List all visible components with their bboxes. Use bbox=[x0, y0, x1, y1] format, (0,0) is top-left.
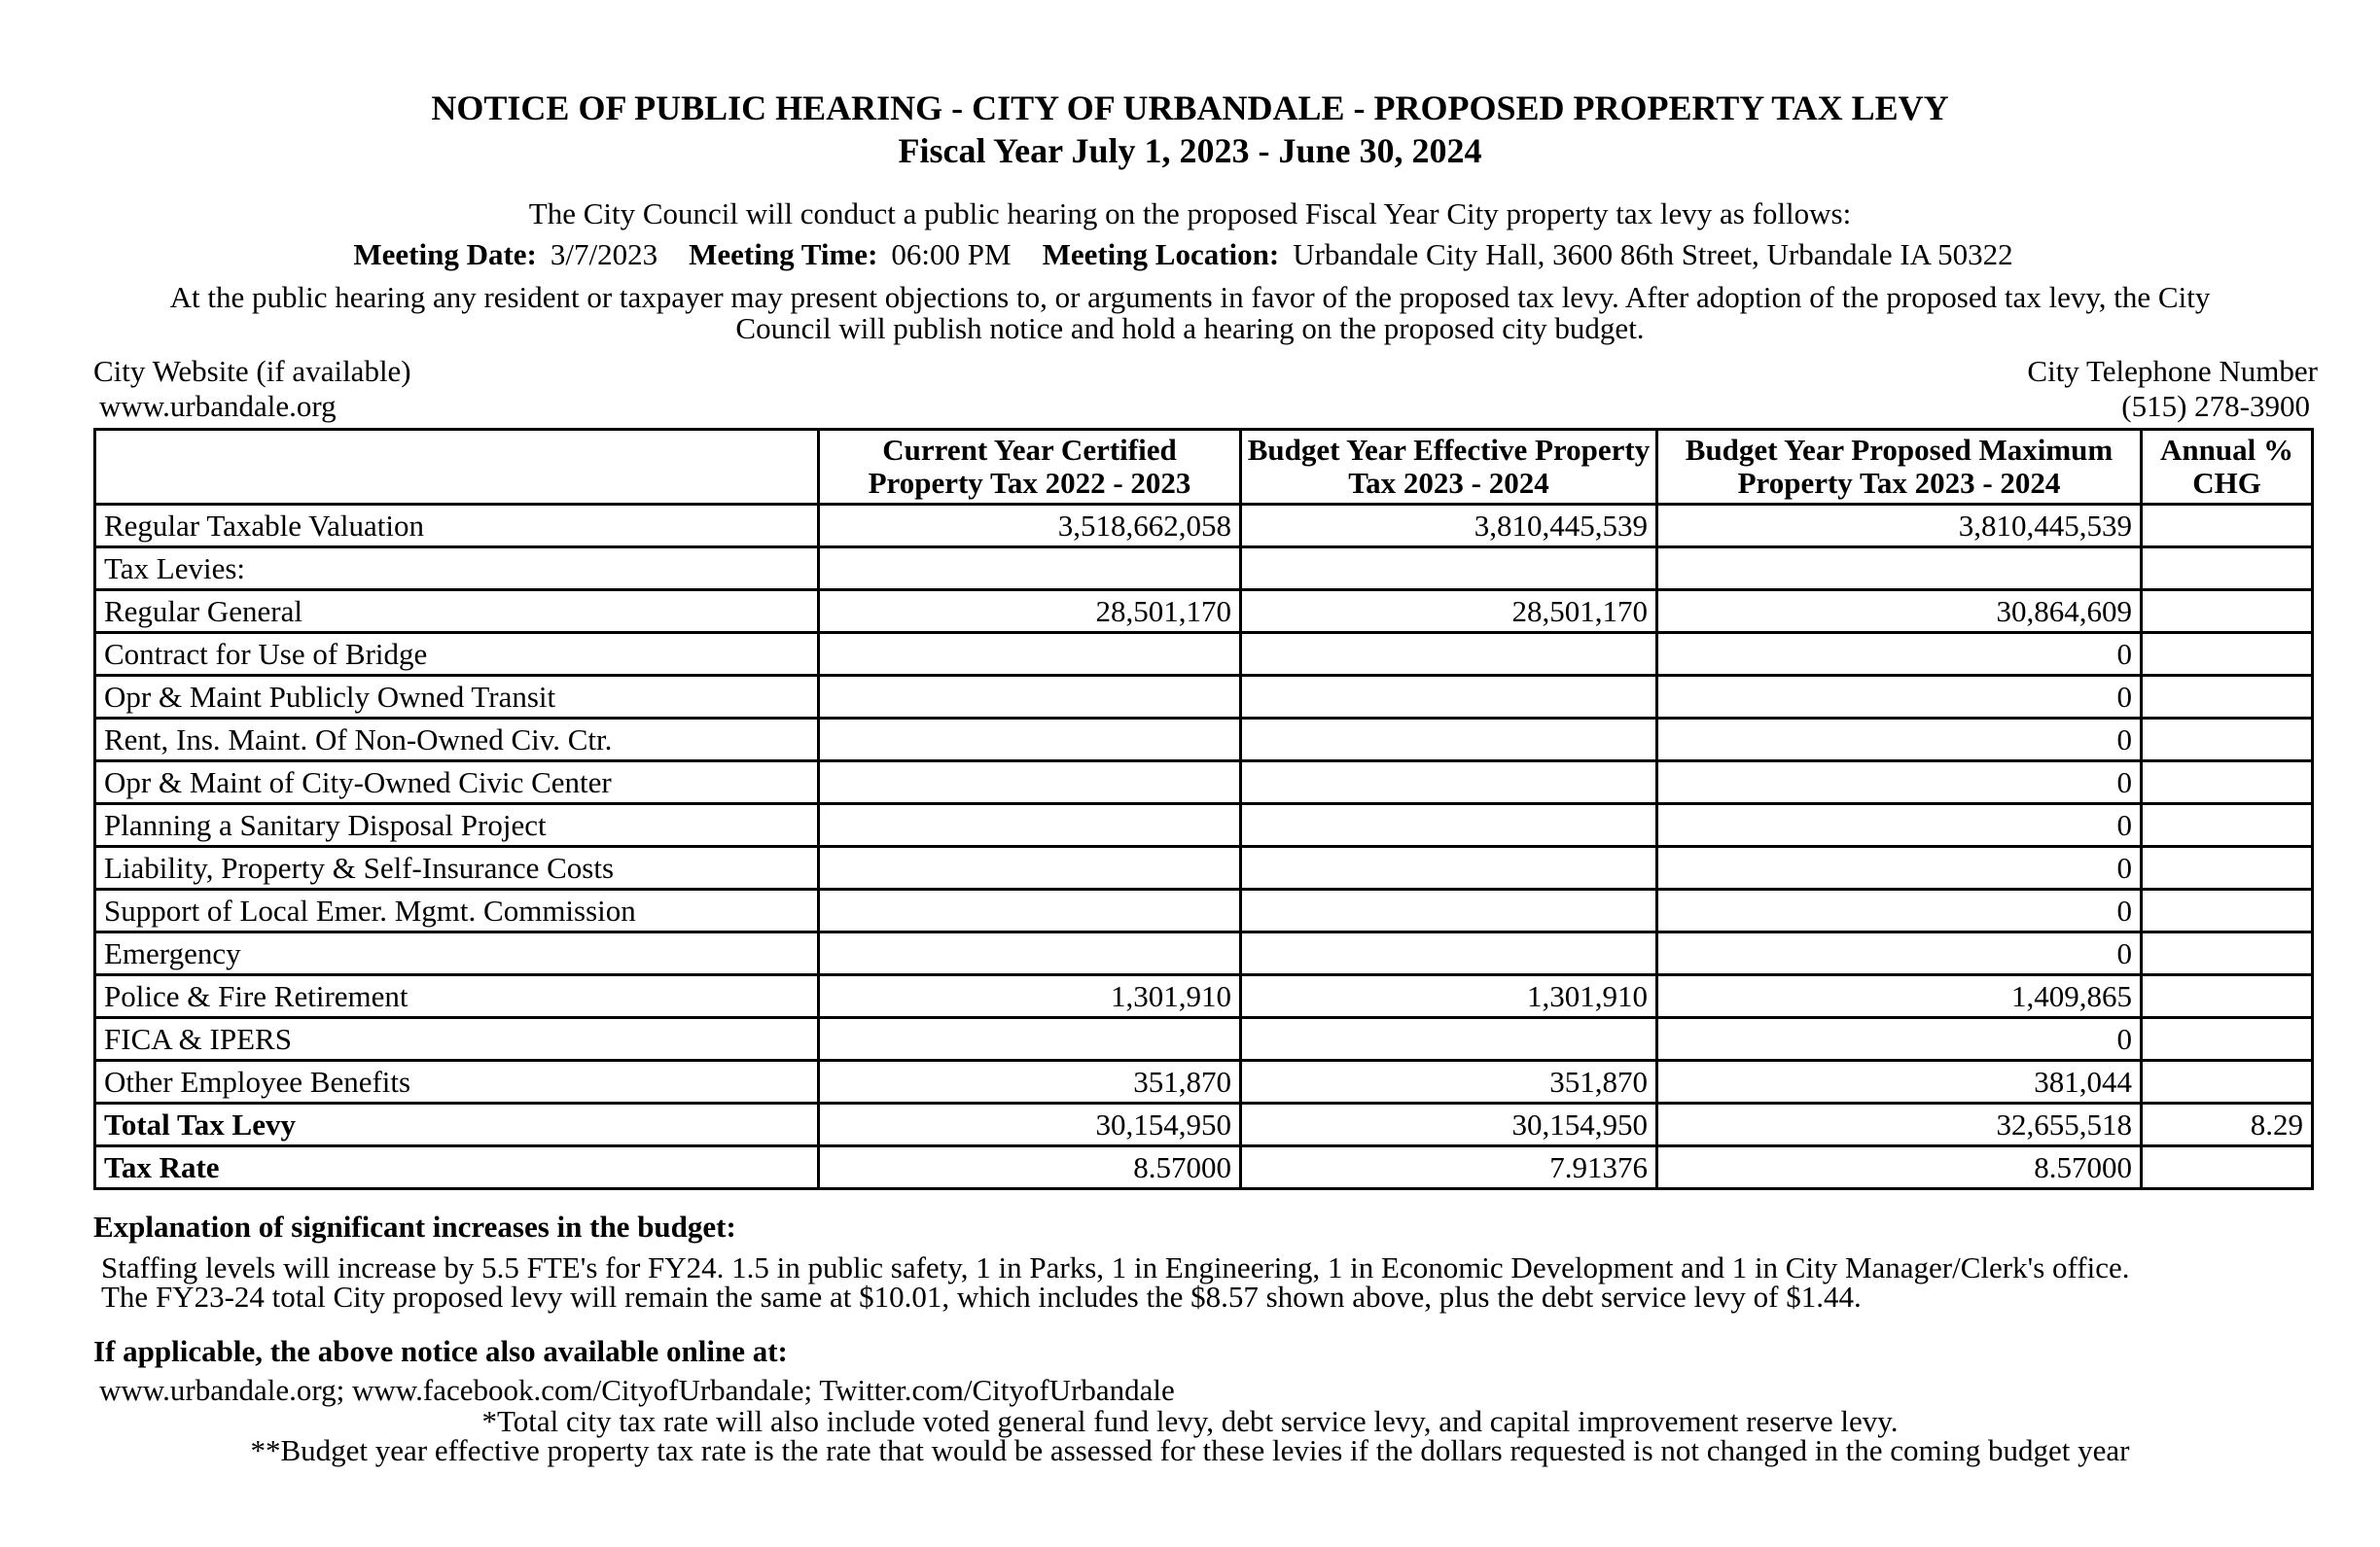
row-budget-proposed: 0 bbox=[1657, 847, 2142, 890]
table-row bbox=[95, 633, 2313, 676]
row-budget-effective bbox=[1241, 847, 1657, 890]
row-label: Liability, Property & Self-Insurance Costs bbox=[95, 847, 819, 890]
row-budget-effective bbox=[1241, 804, 1657, 847]
phone-number: (515) 278-3900 bbox=[2121, 389, 2310, 423]
row-budget-effective: 3,810,445,539 bbox=[1241, 505, 1657, 547]
row-budget-effective bbox=[1241, 1018, 1657, 1061]
row-budget-effective bbox=[1241, 932, 1657, 975]
table-row bbox=[95, 847, 2313, 890]
row-label: Other Employee Benefits bbox=[95, 1061, 819, 1104]
row-budget-effective bbox=[1241, 719, 1657, 761]
row-budget-proposed: 0 bbox=[1657, 1018, 2142, 1061]
row-annual-change bbox=[2142, 590, 2313, 633]
row-label: Emergency bbox=[95, 932, 819, 975]
row-budget-proposed: 3,810,445,539 bbox=[1657, 505, 2142, 547]
table-row bbox=[95, 590, 2313, 633]
row-budget-proposed: 30,864,609 bbox=[1657, 590, 2142, 633]
meeting-details bbox=[0, 237, 2380, 272]
row-budget-proposed: 381,044 bbox=[1657, 1061, 2142, 1104]
table-row bbox=[95, 975, 2313, 1018]
row-budget-proposed: 0 bbox=[1657, 633, 2142, 676]
row-annual-change bbox=[2142, 1146, 2313, 1189]
row-budget-proposed: 8.57000 bbox=[1657, 1146, 2142, 1189]
table-row bbox=[95, 719, 2313, 761]
table-row bbox=[95, 547, 2313, 590]
header-budget-proposed: Budget Year Proposed Maximum Property Tax 2023 - 2024 bbox=[1657, 430, 2142, 505]
row-annual-change bbox=[2142, 676, 2313, 719]
phone-label: City Telephone Number bbox=[2027, 354, 2318, 388]
table-row bbox=[95, 761, 2313, 804]
row-current-year bbox=[819, 847, 1241, 890]
row-label: Tax Rate bbox=[95, 1146, 819, 1189]
table-row bbox=[95, 890, 2313, 932]
meeting-date-label: Meeting Date: bbox=[353, 237, 537, 271]
row-label: Tax Levies: bbox=[95, 547, 819, 590]
row-budget-proposed: 0 bbox=[1657, 890, 2142, 932]
row-annual-change: 8.29 bbox=[2142, 1104, 2313, 1146]
row-current-year bbox=[819, 804, 1241, 847]
row-annual-change bbox=[2142, 804, 2313, 847]
row-annual-change bbox=[2142, 847, 2313, 890]
row-label: Contract for Use of Bridge bbox=[95, 633, 819, 676]
row-annual-change bbox=[2142, 890, 2313, 932]
row-current-year: 30,154,950 bbox=[819, 1104, 1241, 1146]
row-label: Rent, Ins. Maint. Of Non-Owned Civ. Ctr. bbox=[95, 719, 819, 761]
row-budget-effective: 7.91376 bbox=[1241, 1146, 1657, 1189]
row-budget-effective: 1,301,910 bbox=[1241, 975, 1657, 1018]
explanation-heading: Explanation of significant increases in the budget: bbox=[93, 1210, 736, 1244]
meeting-location-label: Meeting Location: bbox=[1042, 237, 1280, 271]
row-current-year bbox=[819, 547, 1241, 590]
row-budget-effective bbox=[1241, 761, 1657, 804]
row-label: Total Tax Levy bbox=[95, 1104, 819, 1146]
row-budget-effective bbox=[1241, 890, 1657, 932]
header-item bbox=[95, 430, 819, 505]
row-current-year bbox=[819, 1018, 1241, 1061]
row-budget-proposed: 0 bbox=[1657, 932, 2142, 975]
row-current-year bbox=[819, 890, 1241, 932]
row-label: FICA & IPERS bbox=[95, 1018, 819, 1061]
row-label: Opr & Maint of City-Owned Civic Center bbox=[95, 761, 819, 804]
online-heading: If applicable, the above notice also available online at: bbox=[93, 1334, 788, 1368]
table-row bbox=[95, 505, 2313, 547]
row-budget-effective: 351,870 bbox=[1241, 1061, 1657, 1104]
row-budget-proposed: 1,409,865 bbox=[1657, 975, 2142, 1018]
row-annual-change bbox=[2142, 505, 2313, 547]
row-annual-change bbox=[2142, 719, 2313, 761]
row-current-year: 8.57000 bbox=[819, 1146, 1241, 1189]
row-annual-change bbox=[2142, 1061, 2313, 1104]
row-annual-change bbox=[2142, 633, 2313, 676]
row-label: Regular Taxable Valuation bbox=[95, 505, 819, 547]
total-levy-row bbox=[95, 1104, 2313, 1146]
row-current-year bbox=[819, 719, 1241, 761]
row-current-year: 1,301,910 bbox=[819, 975, 1241, 1018]
row-annual-change bbox=[2142, 761, 2313, 804]
hearing-intro: The City Council will conduct a public hearing on the proposed Fiscal Year City property tax levy as follows: bbox=[528, 196, 1852, 230]
footnote-1: *Total city tax rate will also include voted general fund levy, debt service levy, and capital improvement reserve levy. bbox=[481, 1404, 1899, 1438]
table-row bbox=[95, 932, 2313, 975]
row-budget-proposed: 0 bbox=[1657, 719, 2142, 761]
levy-table bbox=[93, 428, 2314, 1190]
row-annual-change bbox=[2142, 1018, 2313, 1061]
table-row bbox=[95, 804, 2313, 847]
hearing-text-line2: Council will publish notice and hold a hearing on the proposed city budget. bbox=[735, 311, 1645, 345]
row-label: Regular General bbox=[95, 590, 819, 633]
row-current-year: 3,518,662,058 bbox=[819, 505, 1241, 547]
meeting-time-label: Meeting Time: bbox=[689, 237, 878, 271]
row-budget-proposed bbox=[1657, 547, 2142, 590]
row-budget-effective: 28,501,170 bbox=[1241, 590, 1657, 633]
fiscal-year-subtitle: Fiscal Year July 1, 2023 - June 30, 2024 bbox=[898, 131, 1482, 170]
row-budget-effective bbox=[1241, 547, 1657, 590]
row-annual-change bbox=[2142, 547, 2313, 590]
meeting-time: 06:00 PM bbox=[891, 237, 1012, 271]
row-label: Support of Local Emer. Mgmt. Commission bbox=[95, 890, 819, 932]
explanation-line1: Staffing levels will increase by 5.5 FTE's for FY24. 1.5 in public safety, 1 in Parks, 1 in Engineering, 1 in Economic Development and 1 in City Manager/Clerk's office. bbox=[101, 1250, 2130, 1284]
footnote-2: **Budget year effective property tax rate is the rate that would be assessed for these levies if the dollars requested is not changed in the coming budget year bbox=[250, 1433, 2130, 1467]
header-annual-change: Annual % CHG bbox=[2142, 430, 2313, 505]
website-url: www.urbandale.org bbox=[99, 389, 337, 423]
table-row bbox=[95, 676, 2313, 719]
tax-rate-row bbox=[95, 1146, 2313, 1189]
row-current-year bbox=[819, 761, 1241, 804]
row-current-year: 28,501,170 bbox=[819, 590, 1241, 633]
row-budget-effective bbox=[1241, 676, 1657, 719]
row-budget-effective bbox=[1241, 633, 1657, 676]
row-current-year bbox=[819, 676, 1241, 719]
notice-title: NOTICE OF PUBLIC HEARING - CITY OF URBANDALE - PROPOSED PROPERTY TAX LEVY bbox=[431, 88, 1949, 127]
hearing-text-line1: At the public hearing any resident or taxpayer may present objections to, or arguments in favor of the proposed tax levy. After adoption of the proposed tax levy, the City bbox=[169, 280, 2211, 314]
explanation-line2: The FY23-24 total City proposed levy will remain the same at $10.01, which includes the $8.57 shown above, plus the debt service levy of $1.44. bbox=[101, 1280, 1862, 1314]
row-budget-proposed: 0 bbox=[1657, 676, 2142, 719]
website-label: City Website (if available) bbox=[93, 354, 411, 388]
online-links: www.urbandale.org; www.facebook.com/CityofUrbandale; Twitter.com/CityofUrbandale bbox=[99, 1373, 1175, 1407]
row-budget-proposed: 32,655,518 bbox=[1657, 1104, 2142, 1146]
row-label: Planning a Sanitary Disposal Project bbox=[95, 804, 819, 847]
table-header-row bbox=[95, 430, 2313, 505]
row-annual-change bbox=[2142, 932, 2313, 975]
row-label: Opr & Maint Publicly Owned Transit bbox=[95, 676, 819, 719]
meeting-location: Urbandale City Hall, 3600 86th Street, Urbandale IA 50322 bbox=[1293, 237, 2013, 271]
table-row bbox=[95, 1061, 2313, 1104]
row-budget-proposed: 0 bbox=[1657, 804, 2142, 847]
row-current-year bbox=[819, 633, 1241, 676]
row-annual-change bbox=[2142, 975, 2313, 1018]
row-budget-effective: 30,154,950 bbox=[1241, 1104, 1657, 1146]
meeting-date: 3/7/2023 bbox=[550, 237, 658, 271]
header-budget-effective: Budget Year Effective Property Tax 2023 - 2024 bbox=[1241, 430, 1657, 505]
row-current-year bbox=[819, 932, 1241, 975]
header-current-year: Current Year Certified Property Tax 2022 - 2023 bbox=[819, 430, 1241, 505]
table-row bbox=[95, 1018, 2313, 1061]
row-budget-proposed: 0 bbox=[1657, 761, 2142, 804]
row-current-year: 351,870 bbox=[819, 1061, 1241, 1104]
row-label: Police & Fire Retirement bbox=[95, 975, 819, 1018]
